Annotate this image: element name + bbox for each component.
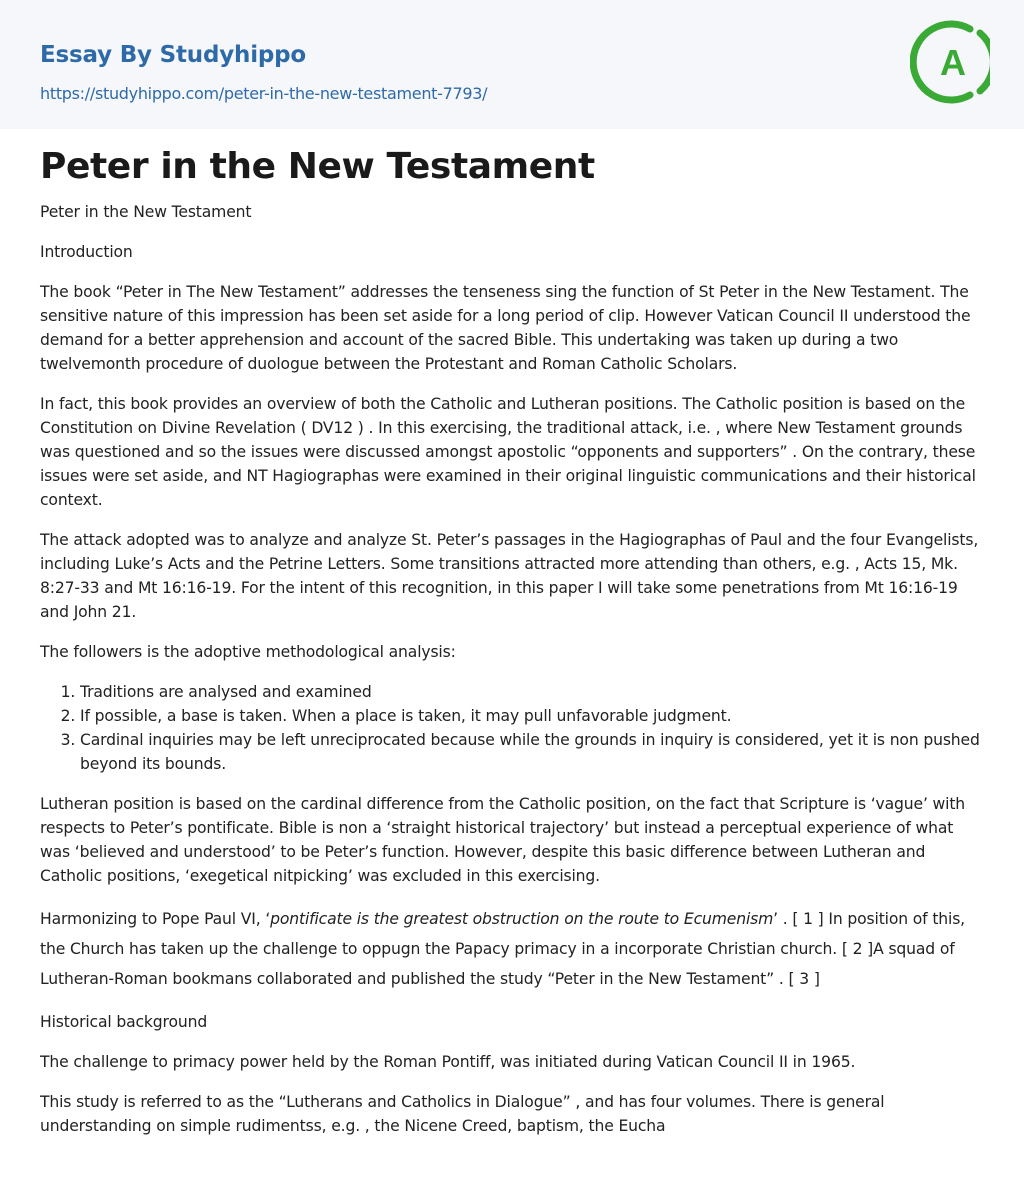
paragraph: Lutheran position is based on the cardinal difference from the Catholic position, on the fact that Scripture is ‘vague’ with respects to Peter’s pontificate. Bible is non a ‘straight historical trajectory’ but instead a perceptual experience of what was ‘believed and understood’ to be Peter’s function. However, despite this basic difference between Lutheran and Catholic positions, ‘exegetical nitpicking’ was excluded in this exercising. — [40, 795, 966, 885]
page-title: Peter in the New Testament — [40, 146, 595, 187]
paragraph: This study is referred to as the “Lutherans and Catholics in Dialogue” , and has four volumes. There is general understanding on simple rudimentss, e.g. , the Nicene Creed, baptism, the Eucha — [40, 1093, 885, 1135]
essay-url-link[interactable]: https://studyhippo.com/peter-in-the-new-testament-7793/ — [40, 84, 488, 103]
essay-body — [40, 200, 988, 1154]
quote-suffix: ’ . [ 1 ] In position of this, the Church has taken up the challenge to oppugn the Papacy primacy in a incorporate Christian church. [ 2 ]A squad of Lutheran-Roman bookmans collaborated and published the study “Peter in the New Testament” . [ 3 ] — [40, 910, 965, 988]
list-item: 3. Cardinal inquiries may be left unreciprocated because while the grounds in inquiry is considered, yet it is non pushed beyond its bounds. — [80, 728, 988, 776]
list-item: 2. If possible, a base is taken. When a place is taken, it may pull unfavorable judgment. — [80, 704, 988, 728]
brand-title[interactable]: Essay By Studyhippo — [40, 42, 307, 68]
list-item: 1. Traditions are analysed and examined — [80, 680, 988, 704]
paragraph-subtitle: Peter in the New Testament — [40, 203, 252, 221]
paragraph-historical-heading: Historical background — [40, 1013, 208, 1031]
paragraph-introduction-heading: Introduction — [40, 243, 133, 261]
studyhippo-logo-icon[interactable] — [910, 19, 990, 105]
methodology-list — [40, 680, 988, 776]
paragraph: In fact, this book provides an overview of both the Catholic and Lutheran positions. The Catholic position is based on the Constitution on Divine Revelation ( DV12 ) . In this exercising, the traditional attack, i.e. , where New Testament grounds was questioned and so the issues were discussed amongst apostolic “opponents and supporters” . On the contrary, these issues were set aside, and NT Hagiographas were examined in their original linguistic communications and their historical context. — [40, 395, 976, 509]
quote-prefix: Harmonizing to Pope Paul VI, ‘ — [40, 910, 271, 928]
paragraph: The attack adopted was to analyze and analyze St. Peter’s passages in the Hagiographas of Paul and the four Evangelists, including Luke’s Acts and the Petrine Letters. Some transitions attracted more attending than others, e.g. , Acts 15, Mk. 8:27-33 and Mt 16:16-19. For the intent of this recognition, in this paper I will take some penetrations from Mt 16:16-19 and John 21. — [40, 531, 979, 621]
paragraph: The followers is the adoptive methodological analysis: — [40, 643, 456, 661]
paragraph: The book “Peter in The New Testament” addresses the tenseness sing the function of St Peter in the New Testament. The sensitive nature of this impression has been set aside for a long period of clip. However Vatican Council II understood the demand for a better apprehension and account of the sacred Bible. This undertaking was taken up during a two twelvemonth procedure of duologue between the Protestant and Roman Catholic Scholars. — [40, 283, 971, 373]
logo-letter: A — [940, 42, 966, 83]
quote-text: pontificate is the greatest obstruction on the route to Ecumenism — [270, 910, 774, 928]
paragraph: The challenge to primacy power held by the Roman Pontiff, was initiated during Vatican Council II in 1965. — [40, 1053, 856, 1071]
paragraph-quote — [40, 904, 988, 994]
